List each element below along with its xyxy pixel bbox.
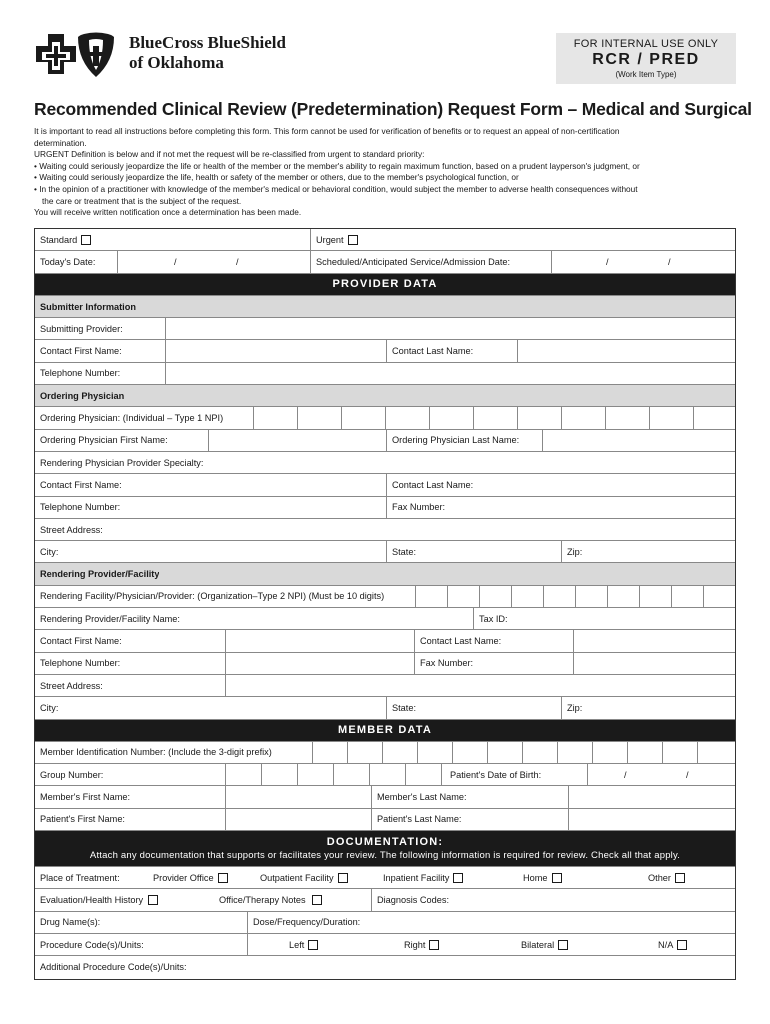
scheduled-date-field[interactable]: [552, 251, 737, 272]
drug-row: [35, 912, 735, 934]
submitter-telephone-row: [35, 363, 735, 385]
rendering-street-row: [35, 675, 735, 697]
rendering-name-row: [35, 608, 735, 630]
rendering-street-field[interactable]: [226, 675, 737, 696]
place-of-treatment-label: Place of Treatment:: [40, 872, 120, 883]
rendering-fax-label: Fax Number:: [420, 658, 474, 669]
rendering-contact-last-field[interactable]: [574, 630, 737, 651]
right-checkbox[interactable]: [429, 940, 439, 950]
date-slash: /: [668, 256, 671, 267]
standard-label: Standard: [40, 234, 78, 245]
ordering-telephone-label: Telephone Number:: [40, 502, 121, 513]
todays-date-field[interactable]: [118, 251, 310, 272]
provider-office-checkbox[interactable]: [218, 873, 228, 883]
other-label: Other: [648, 872, 671, 883]
page-header: [34, 30, 736, 86]
dob-label: Patient's Date of Birth:: [450, 769, 542, 780]
office-notes-label: Office/Therapy Notes: [219, 894, 306, 905]
home-checkbox[interactable]: [552, 873, 562, 883]
ordering-street-row: [35, 519, 735, 541]
ordering-last-field[interactable]: [543, 430, 737, 451]
inpatient-checkbox[interactable]: [453, 873, 463, 883]
home-label: Home: [523, 872, 548, 883]
urgent-bullet: • In the opinion of a practitioner with knowledge of the member's medical or behavioral condition, would subject the member to adverse health consequences without: [34, 183, 638, 194]
patient-name-row: [35, 809, 735, 831]
na-label: N/A: [658, 939, 674, 950]
diagnosis-codes-label: Diagnosis Codes:: [377, 894, 450, 905]
page-title: Recommended Clinical Review (Predetermination) Request Form – Medical and Surgical: [34, 99, 752, 119]
ordering-last-label: Ordering Physician Last Name:: [392, 435, 520, 446]
ordering-npi-label: Ordering Physician: (Individual – Type 1 NPI): [40, 413, 224, 424]
outpatient-option[interactable]: [260, 867, 348, 888]
standard-checkbox[interactable]: [81, 235, 91, 245]
member-data-heading: MEMBER DATA: [35, 720, 735, 742]
member-first-label: Member's First Name:: [40, 792, 131, 803]
office-notes-option[interactable]: [219, 889, 322, 910]
group-dob-row: [35, 764, 735, 786]
submitter-contact-last-label: Contact Last Name:: [392, 346, 474, 357]
patient-last-field[interactable]: [569, 809, 737, 830]
provider-office-option[interactable]: [153, 867, 228, 888]
rendering-street-label: Street Address:: [40, 680, 103, 691]
eval-row: [35, 889, 735, 911]
urgent-bullet: • Waiting could seriously jeopardize the life or health of the member or the member's ability to regain maximum function, based on a prudent layperson's judgment, or: [34, 160, 640, 171]
instruction-line: determination.: [34, 137, 87, 148]
office-notes-checkbox[interactable]: [312, 895, 322, 905]
patient-first-field[interactable]: [226, 809, 371, 830]
instruction-line: It is important to read all instructions before completing this form. This form cannot be used for verification of benefits or to request an appeal of non-certification: [34, 126, 620, 136]
submitter-telephone-field[interactable]: [166, 363, 737, 384]
bilateral-checkbox[interactable]: [558, 940, 568, 950]
patient-last-label: Patient's Last Name:: [377, 814, 462, 825]
ordering-street-label: Street Address:: [40, 524, 103, 535]
left-option[interactable]: [289, 934, 318, 955]
dates-row: [35, 251, 735, 273]
urgent-option[interactable]: [311, 229, 731, 250]
internal-use-box: [556, 33, 736, 84]
other-option[interactable]: [648, 867, 685, 888]
instruction-line: You will receive written notification once a determination has been made.: [34, 207, 302, 218]
date-slash: /: [606, 256, 609, 267]
ordering-city-row: [35, 541, 735, 563]
provider-data-heading: PROVIDER DATA: [35, 274, 735, 296]
bilateral-label: Bilateral: [521, 939, 555, 950]
brand-name-line1: BlueCross BlueShield: [129, 33, 286, 52]
submitter-contact-row: [35, 340, 735, 362]
cross-shield-icon: [34, 30, 124, 82]
ordering-city-label: City:: [40, 546, 59, 557]
rendering-telephone-label: Telephone Number:: [40, 658, 121, 669]
instruction-line: URGENT Definition is below and if not met the request will be re-classified from urgent to standard priority:: [34, 149, 425, 160]
documentation-subtitle: Attach any documentation that supports or facilitates your review. The following information is required for review. Check all that apply.: [89, 850, 681, 862]
inpatient-option[interactable]: [383, 867, 463, 888]
submitting-provider-field[interactable]: [166, 318, 737, 339]
specialty-label: Rendering Physician Provider Specialty:: [40, 457, 204, 468]
rendering-npi-digit-boxes[interactable]: [416, 586, 737, 607]
rendering-city-label: City:: [40, 702, 59, 713]
eval-label: Evaluation/Health History: [40, 894, 144, 905]
priority-row: [35, 229, 735, 251]
inpatient-label: Inpatient Facility: [383, 872, 450, 883]
na-option[interactable]: [658, 934, 687, 955]
ordering-first-field[interactable]: [209, 430, 386, 451]
procedure-row: [35, 934, 735, 956]
drug-name-label: Drug Name(s):: [40, 917, 101, 928]
urgent-bullet: • Waiting could seriously jeopardize the life, health or safety of the member or others, due to the member's psychological function, or: [34, 172, 519, 183]
rendering-name-label: Rendering Provider/Facility Name:: [40, 613, 180, 624]
provider-office-label: Provider Office: [153, 872, 214, 883]
date-slash: /: [624, 769, 627, 780]
na-checkbox[interactable]: [677, 940, 687, 950]
documentation-heading: [35, 831, 735, 867]
ordering-contact-last-label: Contact Last Name:: [392, 479, 474, 490]
member-last-label: Member's Last Name:: [377, 792, 467, 803]
additional-procedure-row: [35, 956, 735, 978]
date-slash: /: [174, 256, 177, 267]
submitting-provider-row: [35, 318, 735, 340]
submitter-telephone-label: Telephone Number:: [40, 368, 121, 379]
home-option[interactable]: [523, 867, 562, 888]
ordering-heading: [35, 385, 735, 407]
rendering-npi-label: Rendering Facility/Physician/Provider: (Organization–Type 2 NPI) (Must be 10 digits): [40, 591, 385, 602]
outpatient-checkbox[interactable]: [338, 873, 348, 883]
bilateral-option[interactable]: [521, 934, 568, 955]
procedure-codes-label: Procedure Code(s)/Units:: [40, 939, 144, 950]
rendering-contact-last-label: Contact Last Name:: [420, 635, 502, 646]
scheduled-date-label: Scheduled/Anticipated Service/Admission Date:: [316, 256, 511, 267]
rendering-contact-first-label: Contact First Name:: [40, 635, 122, 646]
group-number-label: Group Number:: [40, 769, 104, 780]
specialty-row: [35, 452, 735, 474]
todays-date-label: Today's Date:: [40, 256, 96, 267]
member-name-row: [35, 786, 735, 808]
additional-procedure-label: Additional Procedure Code(s)/Units:: [40, 962, 187, 973]
member-id-digit-boxes[interactable]: [313, 742, 737, 763]
documentation-title: DOCUMENTATION:: [326, 836, 444, 849]
instructions: [34, 126, 736, 219]
ordering-contact-row: [35, 474, 735, 496]
rendering-fax-field[interactable]: [574, 653, 737, 674]
left-label: Left: [289, 939, 305, 950]
rendering-telephone-field[interactable]: [226, 653, 414, 674]
ordering-npi-digit-boxes[interactable]: [254, 407, 737, 428]
member-id-row: [35, 742, 735, 764]
submitter-heading-label: Submitter Information: [40, 301, 136, 312]
ordering-npi-row: [35, 407, 735, 429]
rendering-contact-first-field[interactable]: [226, 630, 414, 651]
ordering-contact-first-label: Contact First Name:: [40, 479, 122, 490]
date-slash: /: [236, 256, 239, 267]
dob-field[interactable]: [588, 764, 737, 785]
date-slash: /: [686, 769, 689, 780]
submitter-contact-first-label: Contact First Name:: [40, 346, 122, 357]
ordering-first-label: Ordering Physician First Name:: [40, 435, 168, 446]
submitting-provider-label: Submitting Provider:: [40, 323, 123, 334]
urgent-checkbox[interactable]: [348, 235, 358, 245]
submitter-heading: [35, 296, 735, 318]
bcbs-logo: [34, 30, 324, 86]
right-label: Right: [404, 939, 426, 950]
other-checkbox[interactable]: [675, 873, 685, 883]
form-code: RCR / PRED: [592, 51, 700, 68]
ordering-phone-row: [35, 497, 735, 519]
work-item-label: (Work Item Type): [615, 70, 677, 79]
ordering-name-row: [35, 430, 735, 452]
rendering-npi-row: [35, 586, 735, 608]
member-last-field[interactable]: [569, 786, 737, 807]
submitter-contact-first-field[interactable]: [166, 340, 386, 361]
internal-use-label: FOR INTERNAL USE ONLY: [573, 38, 719, 50]
rendering-contact-row: [35, 630, 735, 652]
brand-name-line2: of Oklahoma: [129, 53, 224, 72]
rendering-state-label: State:: [392, 702, 417, 713]
right-option[interactable]: [404, 934, 439, 955]
left-checkbox[interactable]: [308, 940, 318, 950]
group-number-boxes[interactable]: [226, 764, 441, 785]
urgent-label: Urgent: [316, 234, 344, 245]
rendering-city-row: [35, 697, 735, 719]
rendering-phone-row: [35, 653, 735, 675]
ordering-fax-label: Fax Number:: [392, 502, 446, 513]
eval-checkbox[interactable]: [148, 895, 158, 905]
rendering-heading: [35, 563, 735, 585]
member-first-field[interactable]: [226, 786, 371, 807]
request-form: [34, 228, 736, 980]
patient-first-label: Patient's First Name:: [40, 814, 125, 825]
rendering-zip-label: Zip:: [567, 702, 583, 713]
outpatient-label: Outpatient Facility: [260, 872, 334, 883]
urgent-bullet-cont: the care or treatment that is the subject of the request.: [42, 195, 242, 206]
dose-label: Dose/Frequency/Duration:: [253, 917, 361, 928]
ordering-state-label: State:: [392, 546, 417, 557]
tax-id-label: Tax ID:: [479, 613, 508, 624]
place-of-treatment-row: [35, 867, 735, 889]
submitter-contact-last-field[interactable]: [518, 340, 737, 361]
rendering-heading-label: Rendering Provider/Facility: [40, 569, 160, 580]
eval-option[interactable]: [35, 889, 215, 910]
ordering-zip-label: Zip:: [567, 546, 583, 557]
member-id-label: Member Identification Number: (Include the 3-digit prefix): [40, 747, 272, 758]
ordering-heading-label: Ordering Physician: [40, 390, 125, 401]
standard-option[interactable]: [35, 229, 310, 250]
